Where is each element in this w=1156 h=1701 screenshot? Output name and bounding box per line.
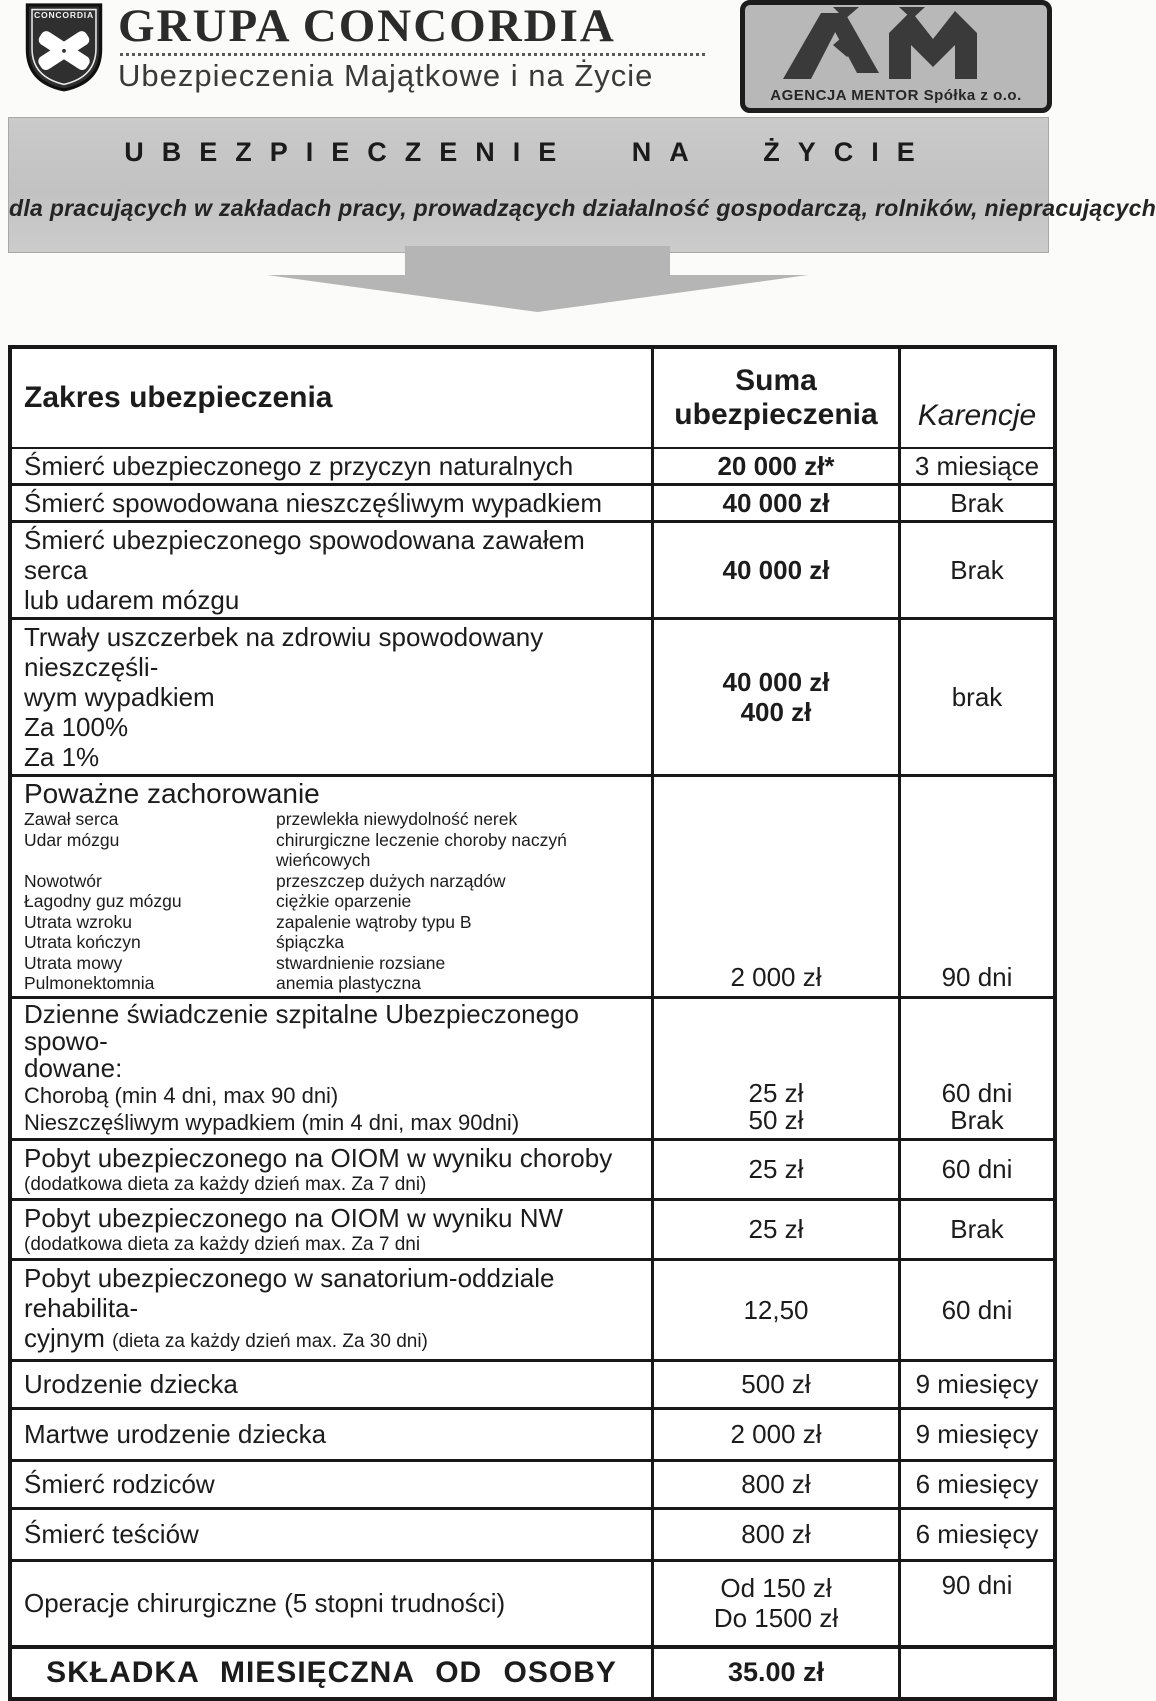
zakres-cell xyxy=(12,1462,654,1507)
karencja-value: Brak xyxy=(950,488,1004,518)
suma-value: Od 150 zł xyxy=(720,1573,832,1603)
karencje-cell xyxy=(901,1462,1053,1507)
suma-value: 12,50 xyxy=(743,1294,809,1325)
karencja-value: Brak xyxy=(950,555,1004,585)
agency-caption: AGENCJA MENTOR Spółka z o.o. xyxy=(770,87,1022,104)
row-note: (dodatkowa dieta za każdy dzień max. Za 7 dni) xyxy=(24,1173,427,1195)
insurance-table xyxy=(8,345,1057,1701)
zakres-cell xyxy=(12,486,654,520)
row-title: Śmierć teściów xyxy=(24,1519,199,1549)
row-title: lub udarem mózgu xyxy=(24,585,240,615)
row-title: Urodzenie dziecka xyxy=(24,1369,238,1399)
row-title: Śmierć ubezpieczonego spowodowana zawałem serca xyxy=(24,525,585,585)
karencje-cell xyxy=(901,1562,1053,1645)
down-arrow-icon xyxy=(267,246,808,312)
suma-value: 25 zł xyxy=(748,1077,804,1108)
karencje-cell xyxy=(901,620,1053,774)
footer-label: SKŁADKA MIESIĘCZNA OD OSOBY xyxy=(12,1649,654,1697)
footer-sum: 35.00 zł xyxy=(654,1649,901,1697)
row-title-tail: cyjnym xyxy=(24,1322,113,1353)
illness-left: Łagodny guz mózgu xyxy=(24,891,182,911)
column-header-zakres: Zakres ubezpieczenia xyxy=(12,349,654,447)
table-row xyxy=(12,449,1053,483)
row-title: Pobyt ubezpieczonego na OIOM w wyniku NW xyxy=(24,1202,564,1233)
footer-karencja xyxy=(901,1649,1053,1697)
row-title: Pobyt ubezpieczonego w sanatorium-oddziale rehabilita- xyxy=(24,1262,555,1323)
illness-right: przeszczep dużych narządów xyxy=(276,870,506,891)
row-title: Dzienne świadczenie szpitalne Ubezpieczonego spowo- xyxy=(24,998,580,1056)
row-sub-label: Chorobą (min 4 dni, max 90 dni) xyxy=(24,1082,339,1108)
karencje-cell xyxy=(901,1362,1053,1407)
illness-left: Utrata wzroku xyxy=(24,911,132,932)
table-row xyxy=(12,1507,1053,1559)
row-note: (dieta za każdy dzień max. Za 30 dni) xyxy=(112,1330,428,1352)
suma-cell xyxy=(654,449,901,483)
illness-right: stwardnienie rozsiane xyxy=(276,952,446,973)
karencje-cell xyxy=(901,449,1053,483)
zakres-cell xyxy=(12,1410,654,1459)
row-title: Operacje chirurgiczne (5 stopni trudności) xyxy=(24,1588,506,1618)
banner-subtitle: dla pracujących w zakładach pracy, prowadzących działalność gospodarczą, rolników, niepracujących xyxy=(9,195,1156,221)
table-header-row xyxy=(12,349,1053,449)
row-title: Pobyt ubezpieczonego na OIOM w wyniku choroby xyxy=(24,1142,613,1173)
karencje-cell xyxy=(901,1261,1053,1359)
table-row xyxy=(12,1198,1053,1258)
suma-cell xyxy=(654,523,901,617)
suma-cell xyxy=(654,1362,901,1407)
illness-left: Pulmonektomnia xyxy=(24,973,155,993)
karencje-cell xyxy=(901,777,1053,996)
karencja-value: 6 miesięcy xyxy=(915,1519,1039,1549)
karencja-value: 60 dni xyxy=(941,1294,1013,1325)
suma-cell xyxy=(654,1261,901,1359)
zakres-cell xyxy=(12,1261,654,1359)
row-note: (dodatkowa dieta za każdy dzień max. Za 7 dni xyxy=(24,1233,421,1255)
agencja-mentor-logo xyxy=(740,0,1052,113)
zakres-cell xyxy=(12,620,654,774)
illness-right: zapalenie wątroby typu B xyxy=(276,911,472,932)
illness-right: chirurgiczne leczenie choroby naczyń wieńcowych xyxy=(276,829,567,870)
karencja-value: Brak xyxy=(950,1104,1004,1135)
zakres-cell xyxy=(12,1510,654,1559)
karencja-value: Brak xyxy=(950,1214,1004,1244)
row-title: Poważne zachorowanie xyxy=(24,778,320,809)
suma-value: 800 zł xyxy=(741,1519,811,1549)
karencja-value: 9 miesięcy xyxy=(915,1419,1039,1449)
suma-cell xyxy=(654,1141,901,1198)
zakres-cell xyxy=(12,523,654,617)
illness-left: Nowotwór xyxy=(24,870,102,891)
suma-cell xyxy=(654,1510,901,1559)
karencja-value: 3 miesiące xyxy=(914,451,1040,481)
suma-value: 40 000 zł xyxy=(722,555,830,585)
table-row xyxy=(12,1138,1053,1198)
brand-block xyxy=(118,0,738,94)
table-row xyxy=(12,1258,1053,1359)
table-row xyxy=(12,1459,1053,1507)
row-title xyxy=(24,1323,639,1357)
zakres-cell xyxy=(12,999,654,1138)
suma-cell xyxy=(654,1562,901,1645)
zakres-cell xyxy=(12,449,654,483)
row-title: wym wypadkiem xyxy=(24,682,215,712)
karencje-cell xyxy=(901,999,1053,1138)
suma-value: 2 000 zł xyxy=(730,1419,822,1449)
column-header-suma: Suma ubezpieczenia xyxy=(654,349,901,447)
suma-value: 40 000 zł xyxy=(722,488,830,518)
suma-cell xyxy=(654,777,901,996)
table-row xyxy=(12,520,1053,617)
illness-left: Udar mózgu xyxy=(24,829,120,850)
zakres-cell xyxy=(12,1141,654,1198)
illness-list xyxy=(24,809,639,994)
suma-value: 25 zł xyxy=(748,1214,804,1244)
column-header-karencje: Karencje xyxy=(917,399,1037,432)
karencje-cell xyxy=(901,1410,1053,1459)
karencje-cell xyxy=(901,523,1053,617)
suma-value: 40 000 zł xyxy=(722,667,830,697)
suma-value: 500 zł xyxy=(741,1369,811,1399)
karencja-value: 90 dni xyxy=(941,961,1013,992)
illness-right: śpiączka xyxy=(276,932,345,952)
table-body xyxy=(12,449,1053,1645)
illness-right: ciężkie oparzenie xyxy=(276,891,412,911)
row-title: Martwe urodzenie dziecka xyxy=(24,1419,327,1449)
row-title: Śmierć rodziców xyxy=(24,1469,215,1499)
table-footer-row xyxy=(12,1645,1053,1697)
table-row xyxy=(12,1559,1053,1645)
zakres-cell xyxy=(12,777,654,996)
product-banner xyxy=(8,117,1156,253)
row-title: Śmierć spowodowana nieszczęśliwym wypadkiem xyxy=(24,488,602,518)
suma-cell xyxy=(654,1201,901,1258)
karencje-cell xyxy=(901,486,1053,520)
am-monogram-icon xyxy=(745,5,1047,87)
illness-left: Utrata kończyn xyxy=(24,932,141,952)
karencja-value: brak xyxy=(951,682,1003,712)
karencja-value: 90 dni xyxy=(941,1569,1013,1600)
table-row xyxy=(12,774,1053,996)
concordia-shield-logo xyxy=(25,2,103,92)
karencje-cell xyxy=(901,1141,1053,1198)
suma-cell xyxy=(654,620,901,774)
table-row xyxy=(12,1407,1053,1459)
karencja-value: 60 dni xyxy=(941,1077,1013,1108)
shield-text: CONCORDIA xyxy=(34,10,94,21)
row-sub-label: Nieszczęśliwym wypadkiem (min 4 dni, max 90dni) xyxy=(24,1109,520,1135)
illness-left: Zawał serca xyxy=(24,809,119,829)
karencje-cell xyxy=(901,1201,1053,1258)
brand-subtitle: Ubezpieczenia Majątkowe i na Życie xyxy=(118,58,654,93)
karencja-value: 60 dni xyxy=(941,1154,1013,1184)
row-title: Za 1% xyxy=(24,742,100,772)
row-title: Śmierć ubezpieczonego z przyczyn naturalnych xyxy=(24,451,574,481)
suma-cell xyxy=(654,999,901,1138)
suma-value: 20 000 zł* xyxy=(717,451,835,481)
karencja-value: 9 miesięcy xyxy=(915,1369,1039,1399)
zakres-cell xyxy=(12,1562,654,1645)
suma-cell xyxy=(654,486,901,520)
banner-title: UBEZPIECZENIE NA ŻYCIE xyxy=(124,137,933,167)
row-title: Trwały uszczerbek na zdrowiu spowodowany nieszczęśli- xyxy=(24,622,544,682)
zakres-cell xyxy=(12,1362,654,1407)
suma-value: 800 zł xyxy=(741,1469,811,1499)
table-row xyxy=(12,617,1053,774)
zakres-cell xyxy=(12,1201,654,1258)
suma-cell xyxy=(654,1410,901,1459)
suma-value: 400 zł xyxy=(740,697,812,727)
illness-right: anemia plastyczna xyxy=(276,973,421,993)
row-title: Za 100% xyxy=(24,712,129,742)
row-title: dowane: xyxy=(24,1052,123,1083)
suma-value: 50 zł xyxy=(748,1104,804,1135)
brand-divider xyxy=(120,53,705,56)
suma-cell xyxy=(654,1462,901,1507)
illness-left: Utrata mowy xyxy=(24,952,123,973)
suma-value: 25 zł xyxy=(748,1154,804,1184)
brand-title: GRUPA CONCORDIA xyxy=(118,0,616,52)
suma-value: Do 1500 zł xyxy=(713,1603,839,1633)
table-row xyxy=(12,996,1053,1138)
table-row xyxy=(12,1359,1053,1407)
karencja-value: 6 miesięcy xyxy=(915,1469,1039,1499)
karencje-cell xyxy=(901,1510,1053,1559)
table-row xyxy=(12,483,1053,520)
suma-value: 2 000 zł xyxy=(730,961,822,992)
illness-right: przewlekła niewydolność nerek xyxy=(276,809,518,829)
